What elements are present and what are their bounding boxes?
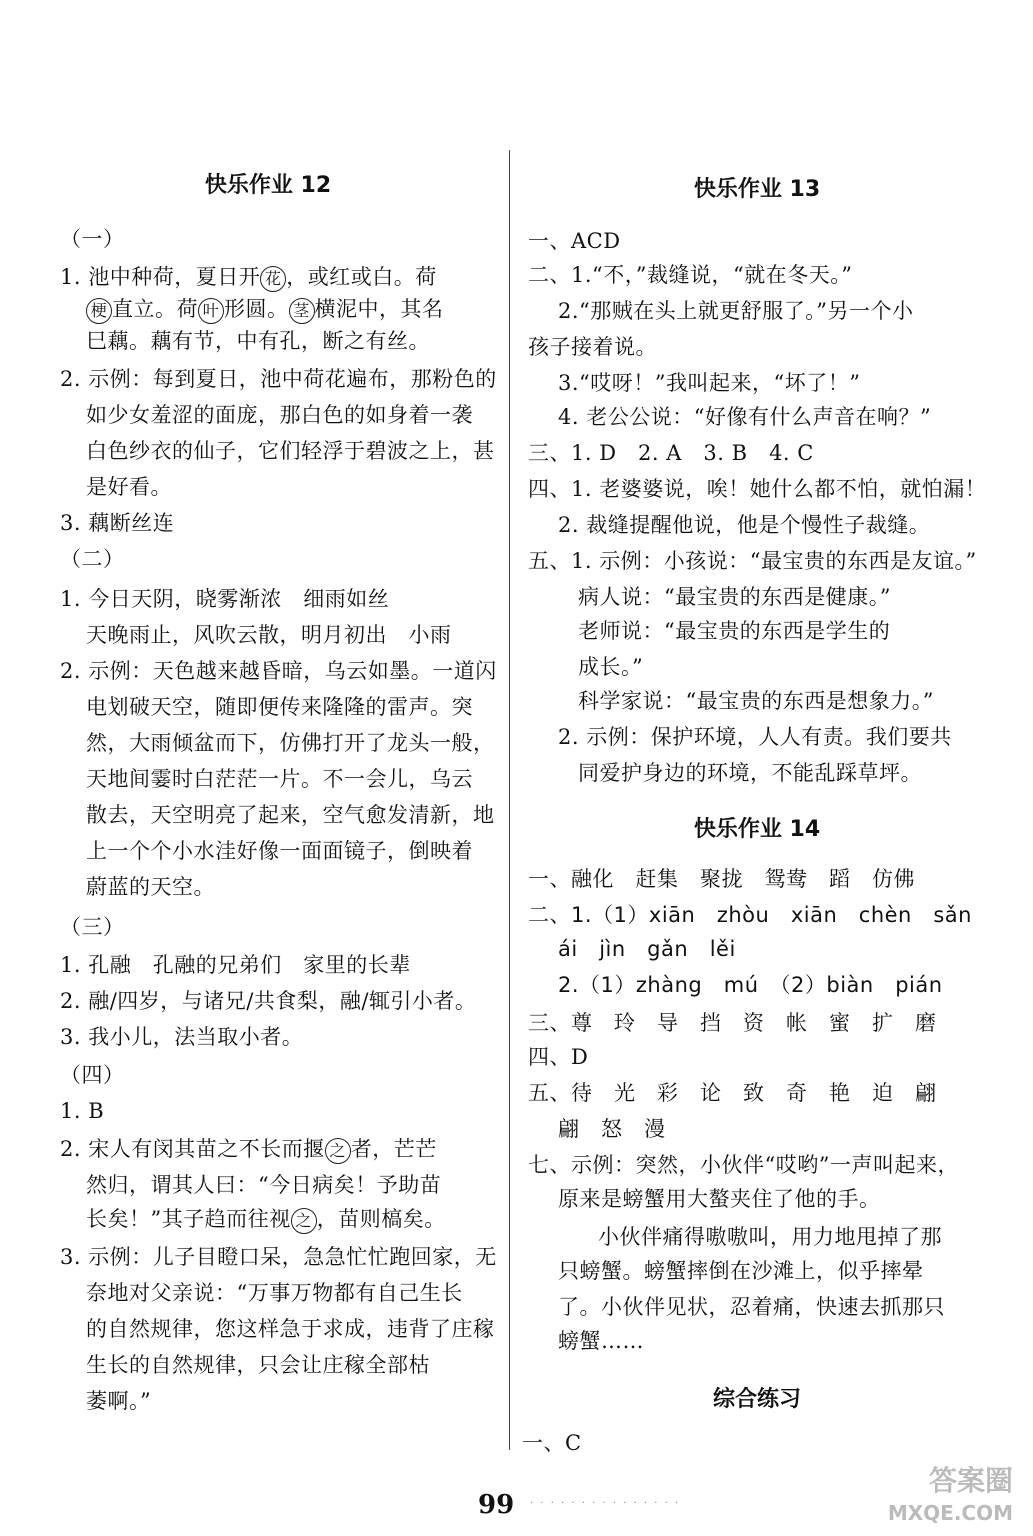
text-line: （四） (60, 1063, 125, 1087)
text-line: 原来是螃蟹用大螯夹住了他的手。 (558, 1187, 881, 1211)
circled-char: 之 (291, 1208, 317, 1234)
text-line: 七、示例：突然，小伙伴“哎哟”一声叫起来， (528, 1153, 959, 1177)
text-line: 萎啊。” (86, 1389, 152, 1413)
watermark (888, 1465, 1013, 1529)
text-line: 一、C (522, 1431, 582, 1455)
page-number: 99 (478, 1490, 515, 1520)
text-line: 同爱护身边的环境，不能乱踩草坪。 (578, 761, 922, 785)
text-line: 病人说：“最宝贵的东西是健康。” (578, 585, 891, 609)
text-line: 老师说：“最宝贵的东西是学生的 (578, 619, 891, 643)
text-line: 小伙伴痛得嗷嗷叫，用力地甩掉了那 (598, 1225, 942, 1249)
text-line: 长矣！”其子趋而往视 之 ，苗则槁矣。 (86, 1204, 446, 1234)
text-line: ái jìn gǎn lěi (558, 937, 736, 961)
text-line: 散去，天空明亮了起来，空气愈发清新，地 (86, 803, 495, 827)
text-line: 3. 示例：儿子目瞪口呆，急急忙忙跑回家，无 (60, 1245, 497, 1269)
text-line: 的自然规律，您这样急于求成，违背了庄稼 (86, 1317, 495, 1341)
column-divider (509, 150, 510, 1450)
circled-char: 花 (260, 266, 286, 292)
section-title-14: 快乐作业 14 (693, 817, 821, 842)
text-line: 五、待 光 彩 论 致 奇 艳 迫 翩 (528, 1081, 937, 1105)
text-line: 三、尊 玲 导 挡 资 帐 蜜 扩 磨 (528, 1011, 937, 1035)
text-line: （三） (60, 915, 125, 939)
text-line: 2. 示例：保护环境，人人有责。我们要共 (558, 725, 952, 749)
section-title-zonghe: 综合练习 (712, 1387, 801, 1412)
text-line: 电划破天空，随即便传来隆隆的雷声。突 (86, 695, 473, 719)
text-line: 奈地对父亲说：“万事万物都有自己生长 (86, 1281, 463, 1305)
section-title-13: 快乐作业 13 (693, 177, 821, 202)
text-line: （二） (60, 547, 125, 571)
text-line: 1. B (60, 1099, 105, 1123)
text-line: 一、ACD (528, 229, 621, 253)
text-line: 2. 融/四岁，与诸兄/共食梨，融/辄引小者。 (60, 989, 477, 1013)
text-line: 2.（1）zhàng mú （2）biàn pián (558, 973, 943, 997)
text-line: 科学家说：“最宝贵的东西是想象力。” (578, 689, 934, 713)
decorative-dots: · · · · · · · · · · · · · · · (530, 1498, 681, 1509)
text-line: 上一个个小水洼好像一面面镜子，倒映着 (86, 839, 473, 863)
text-line: 一、融化 赶集 聚拢 鸳鸯 蹈 仿佛 (528, 867, 915, 891)
text-line: 二、1.“不，”裁缝说，“就在冬天。” (528, 263, 853, 287)
text-line: 4. 老公公说：“好像有什么声音在响？” (558, 405, 932, 429)
text-line: 四、D (528, 1045, 589, 1069)
text-line: 巳藕。藕有节，中有孔，断之有丝。 (86, 329, 430, 353)
text-line: 2. 裁缝提醒他说，他是个慢性子裁缝。 (558, 513, 931, 537)
text-line: 白色纱衣的仙子，它们轻浮于碧波之上，甚 (86, 439, 495, 463)
text-line: 1. 今日天阴，晓雾渐浓 细雨如丝 (60, 587, 390, 611)
circled-char: 茎 (289, 298, 315, 324)
text-line: 五、1. 示例：小孩说：“最宝贵的东西是友谊。” (528, 549, 977, 573)
text-line: 然归，谓其人曰：“今日病矣！予助苗 (86, 1173, 442, 1197)
text-line: 蔚蓝的天空。 (86, 875, 215, 899)
text-line: 三、1. D 2. A 3. B 4. C (528, 441, 814, 465)
text-line: 如少女羞涩的面庞，那白色的如身着一袭 (86, 403, 473, 427)
text-line: 然，大雨倾盆而下，仿佛打开了龙头一般， (86, 731, 495, 755)
text-line: 孩子接着说。 (528, 335, 657, 359)
text-line: 3.“哎呀！”我叫起来，“坏了！” (558, 371, 861, 395)
watermark-line-2: MXQE.COM (887, 1501, 1013, 1525)
text-line: 2. 宋人有闵其苗之不长而揠 之 者，芒芒 (60, 1134, 437, 1164)
text-line: 2. 示例：每到夏日，池中荷花遍布，那粉色的 (60, 367, 497, 391)
text-line: 翩 怒 漫 (558, 1117, 666, 1141)
text-line: 天晚雨止，风吹云散，明月初出 小雨 (86, 623, 452, 647)
text-line: 1. 池中种荷，夏日开 花 ，或红或白。荷 (60, 262, 437, 292)
text-line: 3. 我小儿，法当取小者。 (60, 1025, 304, 1049)
text-line: 2. 示例：天色越来越昏暗，乌云如墨。一道闪 (60, 659, 497, 683)
circled-char: 叶 (198, 298, 224, 324)
text-line: 天地间霎时白茫茫一片。不一会儿，乌云 (86, 767, 473, 791)
circled-char: 之 (325, 1138, 351, 1164)
circled-char: 梗 (86, 298, 112, 324)
text-line: （一） (60, 227, 125, 251)
text-line: 生长的自然规律，只会让庄稼全部枯 (86, 1353, 430, 1377)
text-line: 螃蟹…… (558, 1329, 644, 1353)
text-line: 3. 藕断丝连 (60, 511, 175, 535)
text-line: 了。小伙伴见状，忍着痛，快速去抓那只 (558, 1295, 945, 1319)
text-line: 成长。” (578, 655, 644, 679)
text-line: 只螃蟹。螃蟹摔倒在沙滩上，似乎摔晕 (558, 1259, 924, 1283)
section-title-12: 快乐作业 12 (204, 173, 332, 198)
text-line: 二、1.（1）xiān zhòu xiān chèn sǎn (528, 903, 972, 927)
text-line: 梗 直立。荷 叶 形圆。 茎 横泥中，其名 (86, 294, 444, 324)
text-line: 2.“那贼在头上就更舒服了。”另一个小 (558, 299, 914, 323)
watermark-line-1: 答案圈 (928, 1464, 1013, 1497)
text-line: 是好看。 (86, 475, 172, 499)
text-line: 四、1. 老婆婆说，唉！她什么都不怕，就怕漏！ (528, 477, 987, 501)
text-line: 1. 孔融 孔融的兄弟们 家里的长辈 (60, 953, 411, 977)
